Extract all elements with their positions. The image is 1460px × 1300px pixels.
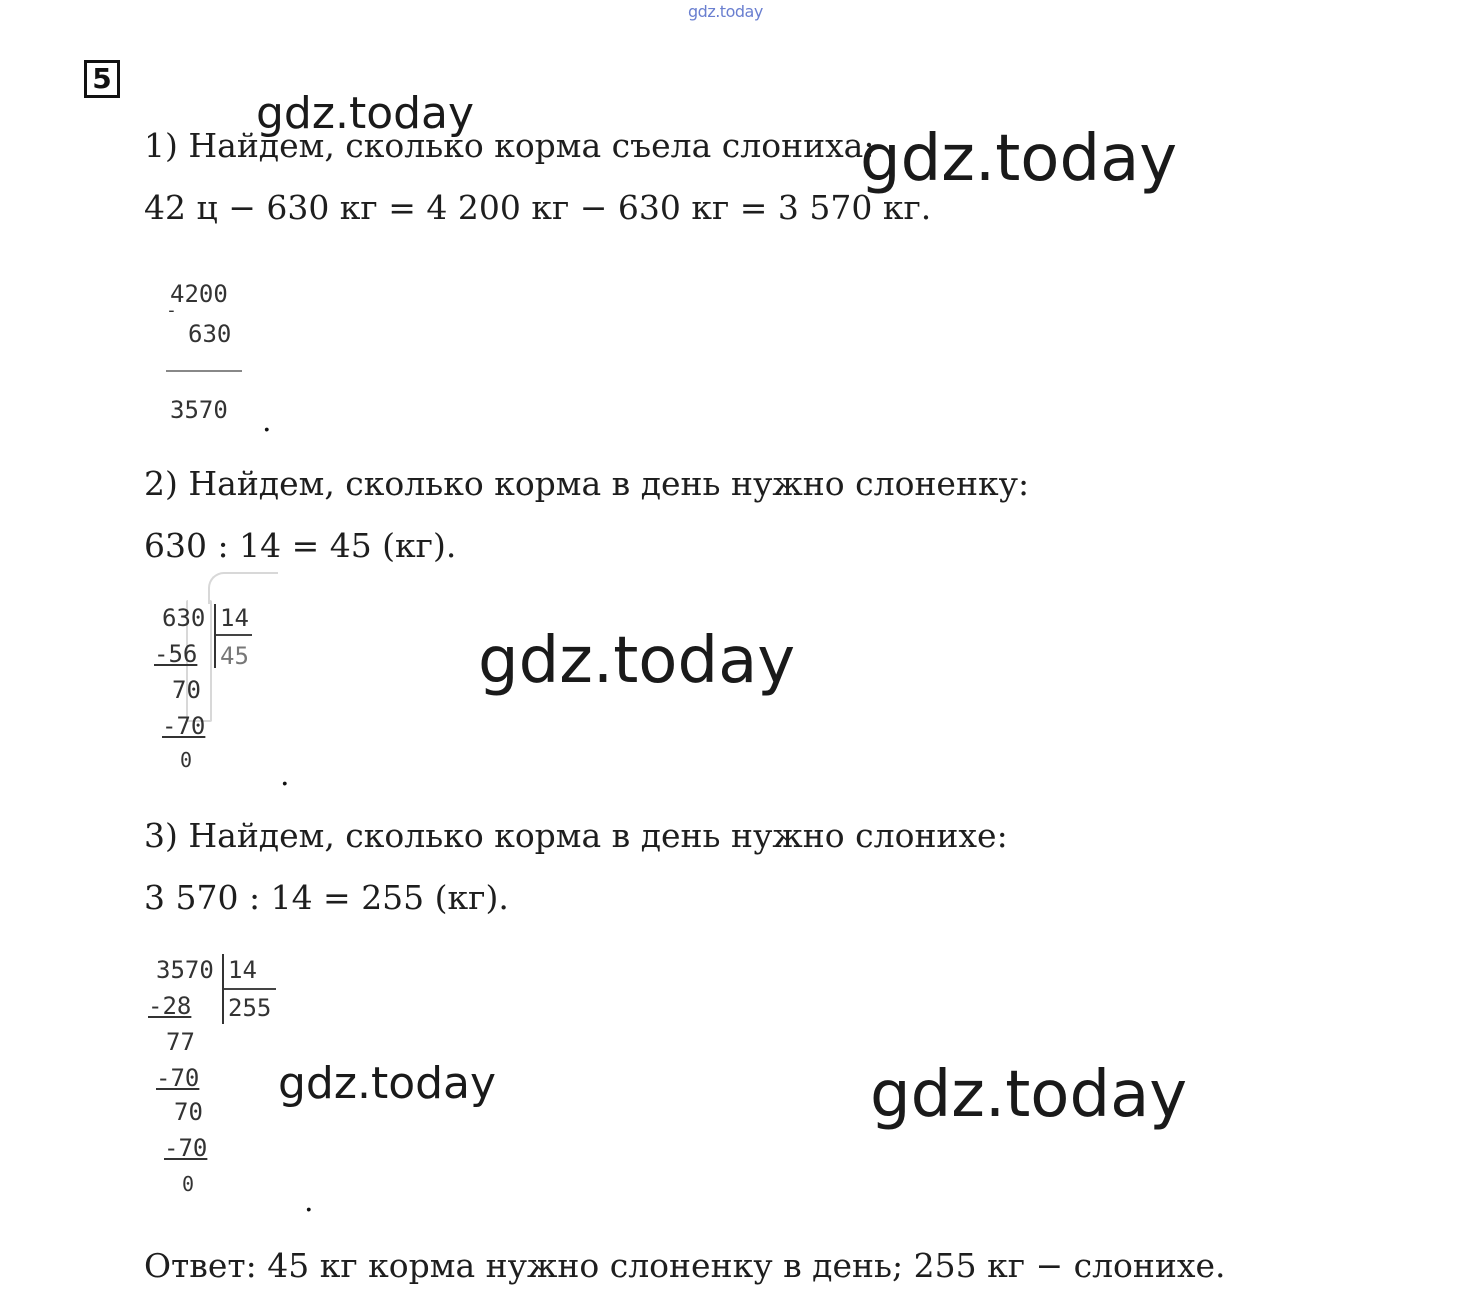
watermark: gdz.today bbox=[860, 122, 1178, 196]
division-1-dividend: 630 bbox=[162, 604, 206, 632]
period-2: . bbox=[280, 758, 290, 793]
step-3-expression: 3 570 : 14 = 255 (кг). bbox=[144, 878, 509, 917]
step-1-heading: 1) Найдем, сколько корма съела слониха: bbox=[144, 126, 875, 165]
step-1-expression: 42 ц − 630 кг = 4 200 кг − 630 кг = 3 570 кг. bbox=[144, 188, 932, 227]
division-1-step: -70 bbox=[162, 712, 206, 740]
subtraction-minuend: 4200 bbox=[170, 280, 228, 308]
subtraction-subtrahend: 630 bbox=[188, 320, 232, 348]
division-1-divisor: 14 bbox=[220, 604, 249, 632]
subtraction-line bbox=[166, 370, 242, 372]
watermark: gdz.today bbox=[278, 1058, 497, 1109]
division-2-step: 0 bbox=[182, 1172, 195, 1196]
step-2-heading: 2) Найдем, сколько корма в день нужно слоненку: bbox=[144, 464, 1030, 503]
division-2-quotient: 255 bbox=[228, 994, 272, 1022]
watermark: gdz.today bbox=[256, 88, 475, 139]
step-2-expression: 630 : 14 = 45 (кг). bbox=[144, 526, 457, 565]
watermark: gdz.today bbox=[870, 1058, 1188, 1132]
division-1-hline bbox=[216, 634, 252, 636]
division-2-step: 77 bbox=[166, 1028, 195, 1056]
division-1-step: -56 bbox=[154, 640, 198, 668]
subtraction-result: 3570 bbox=[170, 396, 228, 424]
watermark: gdz.today bbox=[478, 624, 796, 698]
subtraction-sign: - bbox=[166, 300, 177, 321]
division-2-dividend: 3570 bbox=[156, 956, 214, 984]
division-1-quotient: 45 bbox=[220, 642, 249, 670]
division-1-step: 0 bbox=[180, 748, 193, 772]
source-mark: gdz.today bbox=[688, 2, 763, 21]
division-2-step: 70 bbox=[174, 1098, 203, 1126]
step-3-heading: 3) Найдем, сколько корма в день нужно слонихе: bbox=[144, 816, 1008, 855]
answer: Ответ: 45 кг корма нужно слоненку в день; 255 кг − слонихе. bbox=[144, 1246, 1226, 1285]
division-2-step: -70 bbox=[164, 1134, 208, 1162]
period-3: . bbox=[304, 1184, 314, 1219]
period-1: . bbox=[262, 404, 272, 439]
division-2-step: -28 bbox=[148, 992, 192, 1020]
division-2-step: -70 bbox=[156, 1064, 200, 1092]
division-2-hline bbox=[224, 988, 276, 990]
division-2-divisor: 14 bbox=[228, 956, 257, 984]
division-1-vline bbox=[214, 604, 216, 668]
faint-mark bbox=[208, 572, 278, 604]
division-1-step: 70 bbox=[172, 676, 201, 704]
task-number: 5 bbox=[84, 60, 120, 98]
